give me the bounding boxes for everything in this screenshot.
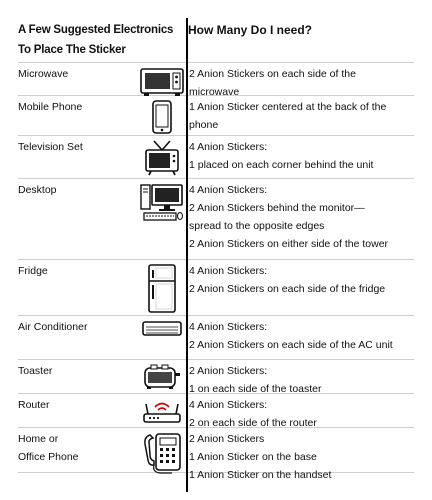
desktop-computer-icon	[138, 179, 186, 259]
instruction-line: 1 Anion Sticker centered at the back of the	[189, 101, 387, 113]
column-divider	[186, 18, 188, 492]
table-row	[18, 63, 414, 96]
table-row	[18, 428, 414, 481]
table-row	[18, 96, 414, 136]
instruction-line: 1 placed on each corner behind the unit	[189, 159, 374, 171]
instruction-line: 2 on each side of the router	[189, 417, 317, 429]
table-row	[18, 260, 414, 316]
fridge-icon	[138, 260, 186, 315]
instruction-line: 4 Anion Stickers:	[189, 265, 268, 277]
instruction-line: 4 Anion Stickers:	[189, 321, 268, 333]
sticker-instructions	[186, 136, 414, 178]
instruction-line: 1 on each side of the toaster	[189, 383, 322, 395]
device-name	[18, 260, 138, 315]
device-name	[18, 96, 138, 135]
instruction-line: microwave	[189, 86, 240, 98]
device-name	[18, 63, 138, 95]
device-name-line: Desktop	[18, 184, 57, 196]
device-name-line: Air Conditioner	[18, 321, 88, 333]
device-name	[18, 394, 138, 427]
table-header	[18, 18, 414, 63]
instruction-line: 2 Anion Stickers on each side of the	[189, 68, 356, 80]
header-how-many: How Many Do I need?	[188, 23, 313, 37]
table-body	[18, 63, 414, 481]
instruction-line: 2 Anion Stickers on either side of the tower	[189, 238, 389, 250]
device-name-line: Toaster	[18, 365, 53, 377]
sticker-instructions	[186, 360, 414, 393]
instruction-line: 2 Anion Stickers on each side of the fridge	[189, 283, 386, 295]
table-row	[18, 136, 414, 179]
mobile-phone-icon	[138, 96, 186, 135]
device-name	[18, 360, 138, 393]
office-phone-icon	[138, 428, 186, 472]
header-electronics-line2: To Place The Sticker	[18, 44, 126, 56]
table-row	[18, 316, 414, 360]
device-name-line: Television Set	[18, 141, 83, 153]
device-name-line: Router	[18, 399, 50, 411]
sticker-instructions	[186, 96, 414, 135]
instruction-line: 2 Anion Stickers on each side of the AC unit	[189, 339, 393, 351]
instruction-line: phone	[189, 119, 219, 131]
instruction-line: 2 Anion Stickers behind the monitor—	[189, 202, 365, 214]
air-conditioner-icon	[138, 316, 186, 359]
table-row	[18, 179, 414, 260]
device-name-line: Fridge	[18, 265, 48, 277]
device-name-line: Mobile Phone	[18, 101, 83, 113]
table-row	[18, 360, 414, 394]
sticker-instructions	[186, 179, 414, 259]
instruction-line: 4 Anion Stickers:	[189, 399, 268, 411]
device-name	[18, 179, 138, 259]
instruction-line: 2 Anion Stickers:	[189, 365, 268, 377]
toaster-icon	[138, 360, 186, 393]
header-electronics-line1: A Few Suggested Electronics	[18, 24, 174, 36]
sticker-guide-table	[18, 18, 414, 481]
table-row	[18, 394, 414, 428]
device-name-line: Microwave	[18, 68, 69, 80]
television-icon	[138, 136, 186, 178]
sticker-instructions	[186, 394, 414, 427]
instruction-line: spread to the opposite edges	[189, 220, 325, 232]
instruction-line: 4 Anion Stickers:	[189, 141, 268, 153]
microwave-icon	[138, 63, 186, 95]
sticker-instructions	[186, 428, 414, 481]
sticker-instructions	[186, 260, 414, 315]
instruction-line: 1 Anion Sticker on the handset	[189, 469, 332, 481]
sticker-instructions	[186, 63, 414, 98]
instruction-line: 2 Anion Stickers	[189, 433, 265, 445]
header-electronics	[18, 18, 185, 62]
instruction-line: 4 Anion Stickers:	[189, 184, 268, 196]
device-name	[18, 136, 138, 178]
router-icon	[138, 394, 186, 427]
device-name-line: Office Phone	[18, 451, 79, 463]
instruction-line: 1 Anion Sticker on the base	[189, 451, 317, 463]
device-name	[18, 428, 138, 472]
device-name-line: Home or	[18, 433, 59, 445]
device-name	[18, 316, 138, 359]
sticker-instructions	[186, 316, 414, 359]
